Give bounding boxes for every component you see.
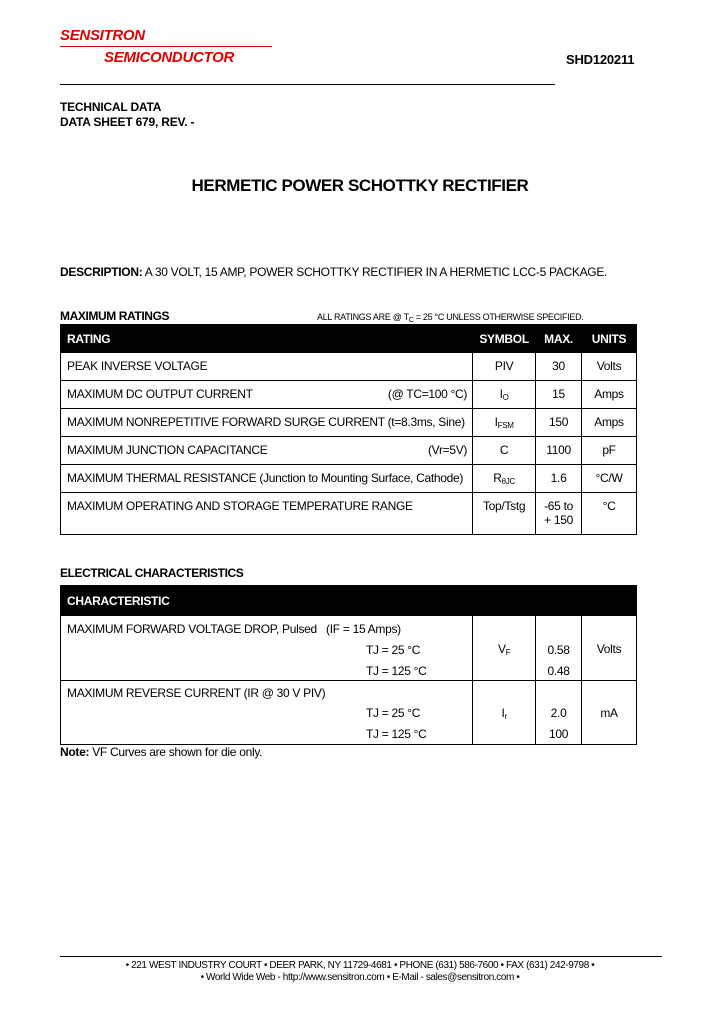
value-25: 2.0	[550, 706, 567, 720]
max-ratings-title: MAXIMUM RATINGS	[60, 309, 170, 323]
ratings-condition-sub: C	[408, 317, 414, 324]
temp-125: TJ = 125 °C	[366, 664, 427, 678]
symbol-text: R	[493, 471, 502, 485]
rating-cell: PEAK INVERSE VOLTAGE	[61, 353, 473, 381]
max-ratings-header-row	[61, 325, 637, 353]
col-max: MAX.	[536, 325, 582, 353]
temp-125: TJ = 125 °C	[366, 727, 427, 741]
rating-cell	[61, 381, 473, 409]
description-label: DESCRIPTION:	[60, 265, 143, 279]
footer-address: • 221 WEST INDUSTRY COURT • DEER PARK, NY 11729-4681 • PHONE (631) 586-7600 • FAX (631) 242-9798 •	[125, 960, 595, 971]
table-row	[61, 681, 637, 745]
technical-data-label: TECHNICAL DATA	[60, 100, 162, 114]
table-row	[61, 465, 637, 493]
value-125: 100	[549, 727, 569, 741]
company-name-line2: SEMICONDUCTOR	[104, 49, 234, 66]
ratings-condition	[317, 312, 584, 324]
value-25: 0.58	[547, 643, 570, 657]
page-title: HERMETIC POWER SCHOTTKY RECTIFIER	[191, 176, 529, 195]
symbol-text: V	[498, 642, 506, 656]
company-name-line1: SENSITRON	[60, 27, 145, 44]
footer-rule	[60, 956, 662, 957]
rating-cell: MAXIMUM NONREPETITIVE FORWARD SURGE CURRENT (t=8.3ms, Sine)	[61, 409, 473, 437]
value-125: 0.48	[547, 664, 570, 678]
table-row	[61, 493, 637, 535]
symbol-cell: Top/Tstg	[473, 493, 536, 535]
symbol-cell	[473, 681, 536, 745]
data-sheet-revision: DATA SHEET 679, REV. -	[60, 115, 195, 129]
symbol-cell: PIV	[473, 353, 536, 381]
characteristic-cell	[61, 616, 473, 681]
temp-25: TJ = 25 °C	[366, 706, 421, 720]
table-row	[61, 353, 637, 381]
units-cell: Amps	[582, 381, 637, 409]
value-cell	[536, 616, 582, 681]
footer-contact: • World Wide Web - http://www.sensitron.com • E-Mail - sales@sensitron.com •	[200, 972, 520, 983]
rating-text: MAXIMUM DC OUTPUT CURRENT	[67, 387, 253, 401]
characteristic-label	[67, 622, 401, 636]
units-cell: pF	[582, 437, 637, 465]
units-cell: mA	[582, 681, 637, 745]
table-row	[61, 409, 637, 437]
symbol-cell	[473, 465, 536, 493]
max-cell: 1100	[536, 437, 582, 465]
max-ratings-table	[60, 324, 637, 535]
rating-cell	[61, 437, 473, 465]
symbol-cell	[473, 381, 536, 409]
col-characteristic: CHARACTERISTIC	[61, 586, 637, 616]
ratings-condition-prefix: ALL RATINGS ARE @ T	[317, 312, 409, 322]
characteristic-condition: (IF = 15 Amps)	[326, 622, 401, 636]
symbol-sub: θJC	[501, 477, 515, 486]
description	[60, 265, 607, 279]
units-cell: Volts	[582, 616, 637, 681]
units-cell: Amps	[582, 409, 637, 437]
symbol-text: I	[501, 706, 505, 720]
max-cell: 1.6	[536, 465, 582, 493]
part-number: SHD120211	[566, 52, 635, 67]
ratings-condition-suffix: = 25 °C UNLESS OTHERWISE SPECIFIED.	[413, 312, 584, 322]
symbol-cell: C	[473, 437, 536, 465]
table-row	[61, 381, 637, 409]
table-row	[61, 437, 637, 465]
symbol-sub: r	[504, 712, 507, 721]
value-cell	[536, 681, 582, 745]
rating-cell: MAXIMUM THERMAL RESISTANCE (Junction to Mounting Surface, Cathode)	[61, 465, 473, 493]
symbol-text: I	[494, 415, 498, 429]
note-text: VF Curves are shown for die only.	[89, 745, 263, 759]
col-units: UNITS	[582, 325, 637, 353]
table-row	[61, 616, 637, 681]
note	[60, 745, 262, 759]
rating-condition: (Vr=5V)	[427, 443, 468, 457]
col-symbol: SYMBOL	[473, 325, 536, 353]
electrical-title: ELECTRICAL CHARACTERISTICS	[60, 566, 244, 580]
rating-cell: MAXIMUM OPERATING AND STORAGE TEMPERATURE RANGE	[61, 493, 473, 535]
max-cell: 150	[536, 409, 582, 437]
symbol-cell	[473, 616, 536, 681]
characteristic-cell	[61, 681, 473, 745]
units-cell: Volts	[582, 353, 637, 381]
units-cell: °C/W	[582, 465, 637, 493]
symbol-cell	[473, 409, 536, 437]
characteristic-text: MAXIMUM FORWARD VOLTAGE DROP, Pulsed	[67, 622, 317, 636]
description-text: A 30 VOLT, 15 AMP, POWER SCHOTTKY RECTIFIER IN A HERMETIC LCC-5 PACKAGE.	[142, 265, 608, 279]
rating-text: MAXIMUM JUNCTION CAPACITANCE	[67, 443, 268, 457]
note-label: Note:	[60, 745, 90, 759]
electrical-header-row	[61, 586, 637, 616]
symbol-sub: F	[505, 648, 511, 657]
logo-spacer	[60, 67, 272, 68]
rating-condition: (@ TC=100 °C)	[387, 387, 468, 401]
temp-25: TJ = 25 °C	[366, 643, 421, 657]
max-cell: -65 to + 150	[536, 493, 582, 535]
max-cell: 15	[536, 381, 582, 409]
max-cell: 30	[536, 353, 582, 381]
units-cell: °C	[582, 493, 637, 535]
characteristic-label: MAXIMUM REVERSE CURRENT (IR @ 30 V PIV)	[67, 686, 326, 700]
logo-underline	[60, 46, 272, 47]
header-rule	[60, 84, 555, 85]
symbol-text: I	[499, 387, 503, 401]
symbol-sub: FSM	[497, 421, 514, 430]
col-rating: RATING	[61, 325, 473, 353]
symbol-sub: O	[502, 393, 509, 402]
electrical-table	[60, 585, 637, 745]
